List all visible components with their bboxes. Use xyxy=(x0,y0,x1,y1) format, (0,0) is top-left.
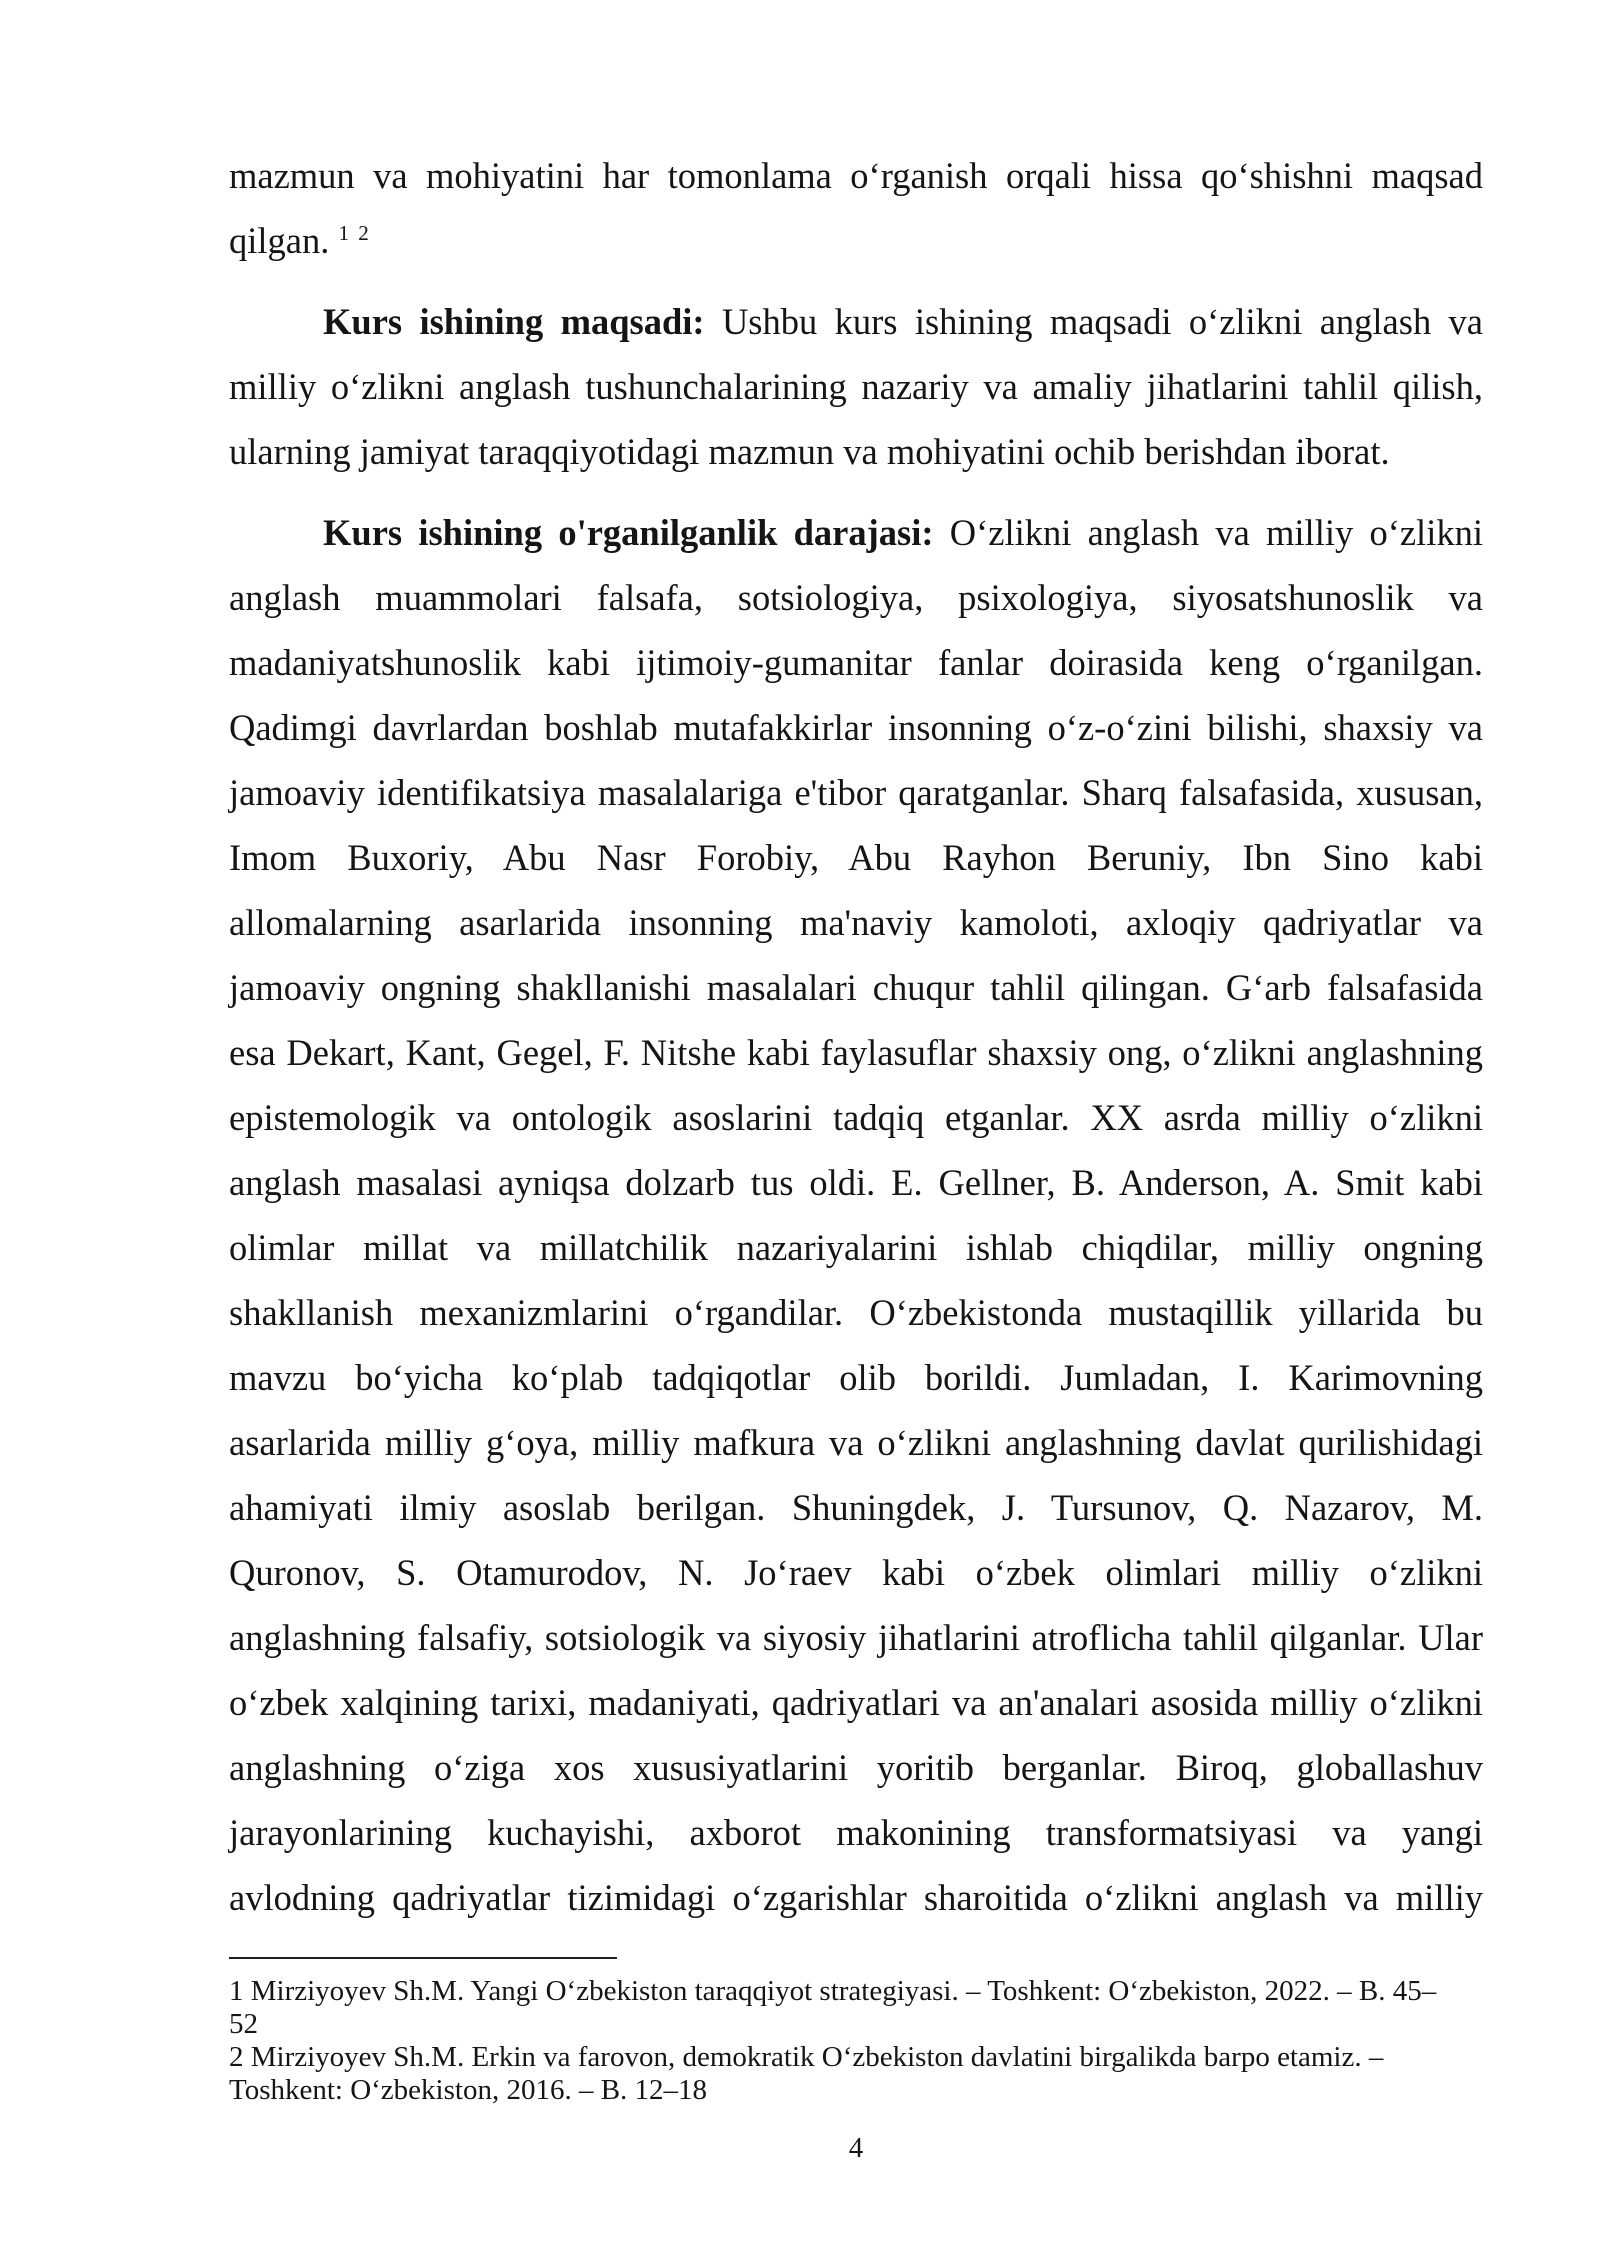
text-line: mazmun va mohiyatini har tomonlama o‘rganish orqali hissa qo‘shishni maqsad xyxy=(229,155,1483,196)
text-line: jarayonlarining kuchayishi, axborot makonining transformatsiyasi va yangi xyxy=(229,1812,1483,1853)
text-run: Ushbu kurs ishining maqsadi o‘zlikni anglash va xyxy=(721,301,1483,342)
paragraph xyxy=(229,143,1483,273)
footnote-line xyxy=(229,1975,1483,2008)
text-line: o‘zbek xalqining tarixi, madaniyati, qadriyatlari va an'analari asosida milliy o‘zlikni xyxy=(229,1682,1483,1723)
text-line: Imom Buxoriy, Abu Nasr Forobiy, Abu Rayhon Beruniy, Ibn Sino kabi xyxy=(229,837,1483,878)
footnote-text: Mirziyoyev Sh.M. Erkin va farovon, demokratik O‘zbekiston davlatini birgalikda barpo etamiz. – xyxy=(250,2041,1384,2073)
paragraph-heading: Kurs ishining maqsadi: xyxy=(323,301,705,342)
body-text xyxy=(229,143,1483,1930)
footnote-line: Toshkent: O‘zbekiston, 2016. – B. 12–18 xyxy=(229,2074,708,2106)
text-line: avlodning qadriyatlar tizimidagi o‘zgarishlar sharoitida o‘zlikni anglash va milliy xyxy=(229,1877,1483,1918)
text-line: ularning jamiyat taraqqiyotidagi mazmun va mohiyatini ochib berishdan iborat. xyxy=(229,431,1390,472)
page-number: 4 xyxy=(848,2132,864,2164)
footnote-ref[interactable]: 1 xyxy=(338,220,350,245)
text-run: qilgan. xyxy=(229,220,330,261)
text-line: mavzu bo‘yicha ko‘plab tadqiqotlar olib borildi. Jumladan, I. Karimovning xyxy=(229,1357,1483,1398)
footnote xyxy=(229,1975,1483,2041)
footnote-line xyxy=(229,2041,1483,2074)
footnote-separator xyxy=(229,1957,617,1959)
text-line: allomalarning asarlarida insonning ma'naviy kamoloti, axloqiy qadriyatlar va xyxy=(229,902,1483,943)
footnote xyxy=(229,2041,1483,2107)
text-line: ahamiyati ilmiy asoslab berilgan. Shuningdek, J. Tursunov, Q. Nazarov, M. xyxy=(229,1487,1483,1528)
text-line: esa Dekart, Kant, Gegel, F. Nitshe kabi faylasuflar shaxsiy ong, o‘zlikni anglashning xyxy=(229,1032,1483,1073)
text-line: anglash masalasi ayniqsa dolzarb tus oldi. E. Gellner, B. Anderson, A. Smit kabi xyxy=(229,1162,1483,1203)
footnote-ref[interactable]: 2 xyxy=(358,220,369,245)
footnotes xyxy=(229,1975,1483,2107)
text-line: jamoaviy identifikatsiya masalalariga e'tibor qaratganlar. Sharq falsafasida, xususan, xyxy=(229,772,1483,813)
text-line: asarlarida milliy g‘oya, milliy mafkura va o‘zlikni anglashning davlat qurilishidagi xyxy=(229,1422,1483,1463)
text-line: epistemologik va ontologik asoslarini tadqiq etganlar. XX asrda milliy o‘zlikni xyxy=(229,1097,1483,1138)
paragraph xyxy=(229,289,1483,484)
paragraph xyxy=(229,500,1483,1930)
text-line xyxy=(229,208,1483,273)
text-run: O‘zlikni anglash va milliy o‘zlikni xyxy=(949,512,1483,553)
text-line xyxy=(229,500,1483,565)
text-line: Qadimgi davrlardan boshlab mutafakkirlar insonning o‘z-o‘zini bilishi, shaxsiy va xyxy=(229,707,1483,748)
text-line: Quronov, S. Otamurodov, N. Jo‘raev kabi o‘zbek olimlari milliy o‘zlikni xyxy=(229,1552,1483,1593)
footnote-number: 1 xyxy=(229,1975,244,2007)
text-line: madaniyatshunoslik kabi ijtimoiy-gumanitar fanlar doirasida keng o‘rganilgan. xyxy=(229,642,1483,683)
footnote-number: 2 xyxy=(229,2041,244,2073)
footnote-line: 52 xyxy=(229,2008,258,2040)
footnote-text: Mirziyoyev Sh.M. Yangi O‘zbekiston taraqqiyot strategiyasi. – Toshkent: O‘zbekiston, 2022. – B. 45– xyxy=(250,1975,1437,2007)
text-line: anglash muammolari falsafa, sotsiologiya, psixologiya, siyosatshunoslik va xyxy=(229,577,1483,618)
text-line: anglashning falsafiy, sotsiologik va siyosiy jihatlarini atroflicha tahlil qilganlar. Ular xyxy=(229,1617,1483,1658)
text-line xyxy=(229,289,1483,354)
text-line: shakllanish mexanizmlarini o‘rgandilar. O‘zbekistonda mustaqillik yillarida bu xyxy=(229,1292,1483,1333)
paragraph-heading: Kurs ishining o'rganilganlik darajasi: xyxy=(323,512,934,553)
text-line: anglashning o‘ziga xos xususiyatlarini yoritib berganlar. Biroq, globallashuv xyxy=(229,1747,1483,1788)
text-line: olimlar millat va millatchilik nazariyalarini ishlab chiqdilar, milliy ongning xyxy=(229,1227,1483,1268)
text-line: jamoaviy ongning shakllanishi masalalari chuqur tahlil qilingan. G‘arb falsafasida xyxy=(229,967,1483,1008)
text-line: milliy o‘zlikni anglash tushunchalarining nazariy va amaliy jihatlarini tahlil qilish, xyxy=(229,366,1483,407)
